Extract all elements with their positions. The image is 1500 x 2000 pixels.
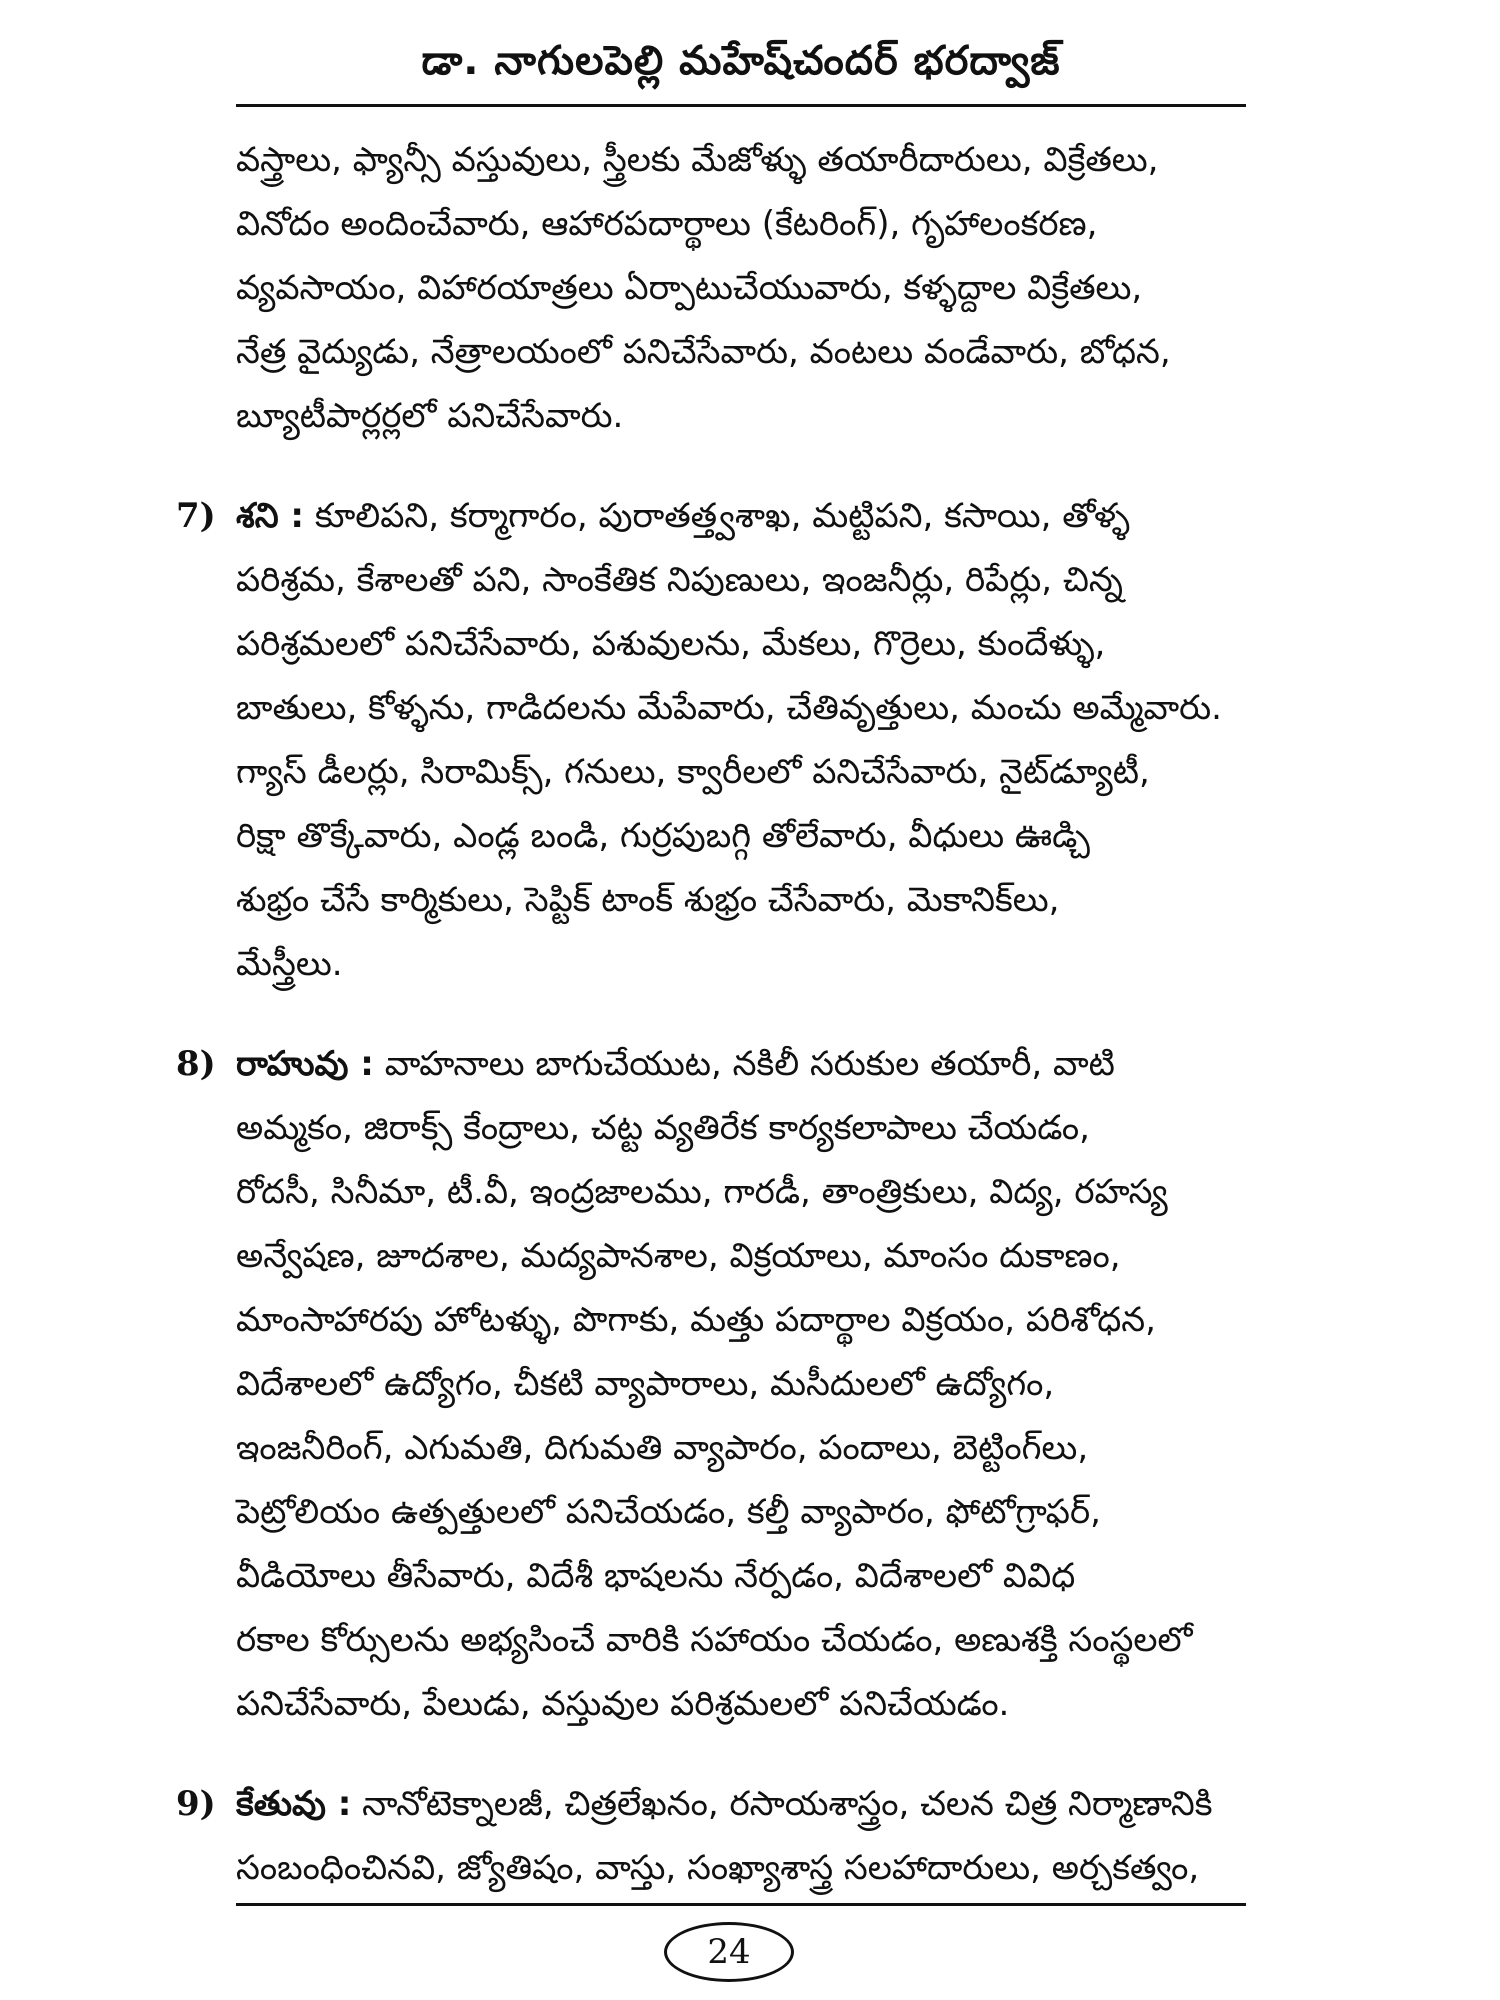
text-line: పరిశ్రమ, కేశాలతో పని, సాంకేతిక నిపుణులు, ఇంజనీర్లు, రిపేర్లు, చిన్న	[236, 560, 1123, 600]
text-line: ఇంజనీరింగ్, ఎగుమతి, దిగుమతి వ్యాపారం, పందాలు, బెట్టింగ్‌లు,	[236, 1428, 1089, 1468]
text-line: మాంసాహారపు హోటళ్ళు, పొగాకు, మత్తు పదార్థాల విక్రయం, పరిశోధన,	[236, 1300, 1156, 1340]
text-line: కూలిపని, కర్మాగారం, పురాతత్త్వశాఖ, మట్టిపని, కసాయి, తోళ్ళ	[314, 496, 1130, 536]
text-line: అమ్మకం, జిరాక్స్ కేంద్రాలు, చట్ట వ్యతిరేక కార్యకలాపాలు చేయడం,	[236, 1108, 1090, 1148]
text-line: పరిశ్రమలలో పనిచేసేవారు, పశువులను, మేకలు, గొర్రెలు, కుందేళ్ళు,	[236, 624, 1106, 664]
text-line: బ్యూటీపార్లర్లలో పనిచేసేవారు.	[236, 396, 624, 436]
text-line: శుభ్రం చేసే కార్మికులు, సెప్టిక్ టాంక్ శుభ్రం చేసేవారు, మెకానిక్‌లు,	[236, 880, 1060, 920]
text-line: వినోదం అందించేవారు, ఆహారపదార్థాలు (కేటరింగ్), గృహాలంకరణ,	[236, 204, 1098, 244]
text-line: నేత్ర వైద్యుడు, నేత్రాలయంలో పనిచేసేవారు, వంటలు వండేవారు, బోధన,	[236, 332, 1171, 372]
page-number: 24	[664, 1922, 794, 1982]
text-line: వాహనాలు బాగుచేయుట, నకిలీ సరుకుల తయారీ, వాటి	[384, 1044, 1115, 1084]
section-first-line	[176, 1032, 1266, 1096]
page-body	[176, 128, 1266, 1900]
text-line: అన్వేషణ, జూదశాల, మద్యపానశాల, విక్రయాలు, మాంసం దుకాణం,	[236, 1236, 1121, 1276]
text-line: వీడియోలు తీసేవారు, విదేశీ భాషలను నేర్పడం, విదేశాలలో వివిధ	[236, 1556, 1076, 1596]
section-first-line	[176, 484, 1266, 548]
text-line: రోదసీ, సినీమా, టీ.వీ, ఇంద్రజాలము, గారడీ, తాంత్రికులు, విద్య, రహస్య	[236, 1172, 1168, 1212]
running-header: డా. నాగులపెల్లి మహేష్‌చందర్ భరద్వాజ్	[421, 38, 1061, 84]
text-line: రకాల కోర్సులను అభ్యసించే వారికి సహాయం చేయడం, అణుశక్తి సంస్థలలో	[236, 1620, 1193, 1660]
text-line: విదేశాలలో ఉద్యోగం, చీకటి వ్యాపారాలు, మసీదులలో ఉద్యోగం,	[236, 1364, 1055, 1404]
text-line: గ్యాస్ డీలర్లు, సిరామిక్స్, గనులు, క్వారీలలో పనిచేసేవారు, నైట్‌డ్యూటీ,	[236, 752, 1150, 792]
text-line: రిక్షా తొక్కేవారు, ఎండ్ల బండి, గుర్రపుబగ్గి తోలేవారు, వీధులు ఊడ్చి	[236, 816, 1090, 856]
text-line: పెట్రోలియం ఉత్పత్తులలో పనిచేయడం, కల్తీ వ్యాపారం, ఫోటోగ్రాఫర్,	[236, 1492, 1101, 1532]
text-line: వ్యవసాయం, విహారయాత్రలు ఏర్పాటుచేయువారు, కళ్ళద్దాల విక్రేతలు,	[236, 268, 1143, 308]
text-line: సంబంధించినవి, జ్యోతిషం, వాస్తు, సంఖ్యాశాస్త్ర సలహాదారులు, అర్చకత్వం,	[236, 1848, 1200, 1888]
header-rule	[236, 104, 1246, 107]
section-number: 7)	[176, 496, 216, 536]
text-line: మేస్త్రీలు.	[236, 944, 343, 984]
section-title: శని :	[236, 496, 305, 536]
footer-rule	[236, 1903, 1246, 1906]
section-number: 9)	[176, 1784, 216, 1824]
text-line: నానోటెక్నాలజీ, చిత్రలేఖనం, రసాయశాస్త్రం, చలన చిత్ర నిర్మాణానికి	[362, 1784, 1213, 1824]
section-first-line	[176, 1772, 1266, 1836]
section-title: రాహువు :	[236, 1044, 374, 1084]
section-rahu	[176, 1032, 1266, 1736]
section-ketu	[176, 1772, 1266, 1900]
intro-paragraph	[236, 128, 1266, 448]
section-shani	[176, 484, 1266, 996]
section-number: 8)	[176, 1044, 216, 1084]
text-line: వస్త్రాలు, ఫ్యాన్సీ వస్తువులు, స్త్రీలకు మేజోళ్ళు తయారీదారులు, విక్రేతలు,	[236, 140, 1159, 180]
section-title: కేతువు :	[236, 1784, 352, 1824]
text-line: బాతులు, కోళ్ళను, గాడిదలను మేపేవారు, చేతివృత్తులు, మంచు అమ్మేవారు.	[236, 688, 1222, 728]
text-line: పనిచేసేవారు, పేలుడు, వస్తువుల పరిశ్రమలలో పనిచేయడం.	[236, 1684, 1010, 1724]
